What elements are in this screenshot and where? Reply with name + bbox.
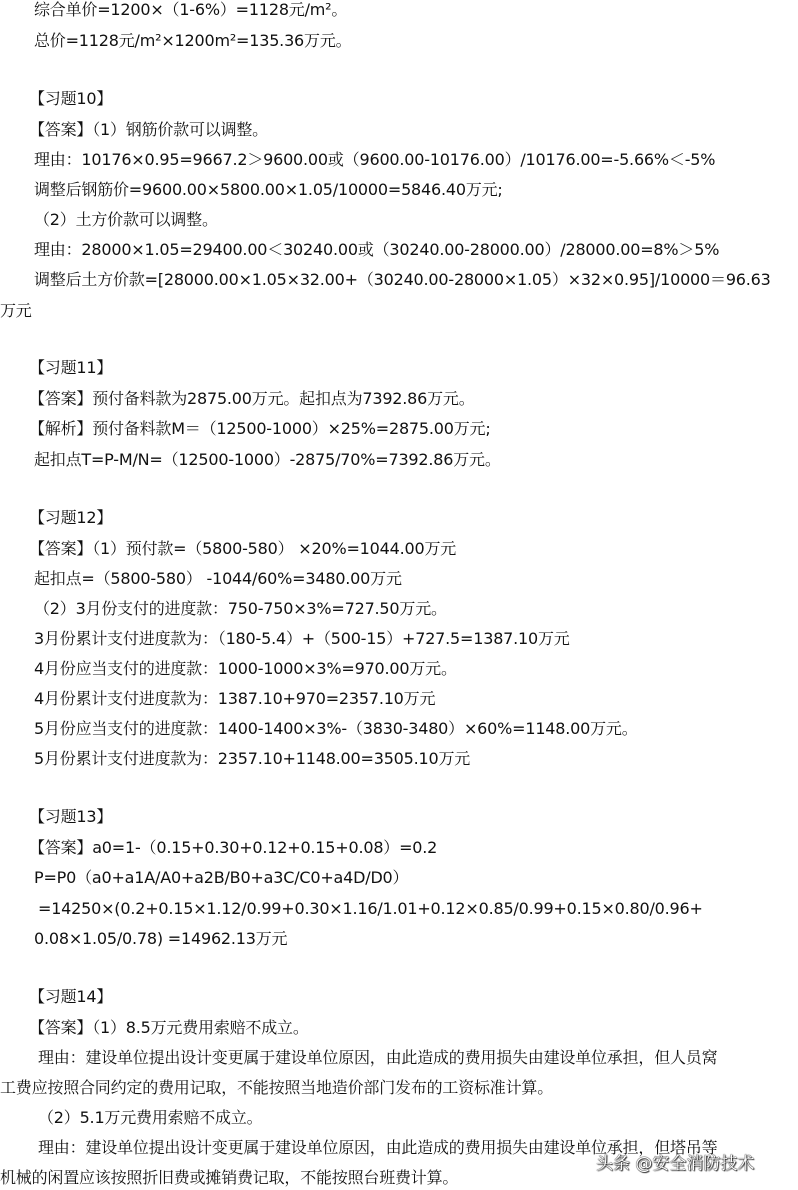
exercise-heading-12: 【习题12】 [29,508,113,527]
exercise-heading-13: 【习题13】 [29,807,113,826]
analysis-line: 【解析】预付备料款M＝（12500-1000）×25%=2875.00万元; [29,419,491,438]
text-line: 5月份累计支付进度款为：2357.10+1148.00=3505.10万元 [34,749,471,768]
text-line: （2）5.1万元费用索赔不成立。 [38,1108,263,1127]
answer-line: 【答案】（1）8.5万元费用索赔不成立。 [29,1018,309,1037]
answer-line: 【答案】（1）预付款=（5800-580） ×20%=1044.00万元 [29,539,457,558]
text-line: 理由：建设单位提出设计变更属于建设单位原因，由此造成的费用损失由建设单位承担，但人员窝 [38,1048,718,1067]
text-line: 总价=1128元/m²×1200m²=135.36万元。 [34,31,352,50]
text-line: 理由：28000×1.05=29400.00＜30240.00或（30240.00-28000.00）/28000.00=8%＞5% [34,240,720,259]
formula-line: P=P0（a0+a1A/A0+a2B/B0+a3C/C0+a4D/D0） [34,868,409,887]
exercise-heading-14: 【习题14】 [29,987,113,1006]
text-line: 调整后钢筋价=9600.00×5800.00×1.05/10000=5846.40万元; [34,180,503,199]
watermark: 头条 @安全消防技术 [596,1154,755,1174]
text-line: 4月份累计支付进度款为：1387.10+970=2357.10万元 [34,689,436,708]
text-line: （2）土方价款可以调整。 [34,210,218,229]
text-line: 综合单价=1200×（1-6%）=1128元/m²。 [34,0,348,19]
text-line: （2）3月份支付的进度款：750-750×3%=727.50万元。 [34,599,447,618]
text-line: 起扣点T=P-M/N=（12500-1000）-2875/70%=7392.86万元。 [34,450,501,469]
text-line: 理由：建设单位提出设计变更属于建设单位原因，由此造成的费用损失由建设单位承担，但塔吊等 [38,1138,718,1157]
text-line: 机械的闲置应该按照折旧费或摊销费记取，不能按照台班费计算。 [0,1168,459,1187]
text-line: 起扣点=（5800-580） -1044/60%=3480.00万元 [34,569,402,588]
formula-line: 0.08×1.05/0.78) =14962.13万元 [34,929,288,948]
exercise-heading-10: 【习题10】 [29,89,113,108]
text-line: 万元 [0,301,32,320]
formula-line: =14250×(0.2+0.15×1.12/0.99+0.30×1.16/1.01+0.12×0.85/0.99+0.15×0.80/0.96+ [38,899,703,918]
text-line: 理由：10176×0.95=9667.2＞9600.00或（9600.00-10176.00）/10176.00=-5.66%＜-5% [34,150,716,169]
text-line: 调整后土方价款=[28000.00×1.05×32.00+（30240.00-28000×1.05）×32×0.95]/10000＝96.63 [34,270,771,289]
text-line: 3月份累计支付进度款为：（180-5.4）+（500-15）+727.5=1387.10万元 [34,629,570,648]
text-line: 5月份应当支付的进度款：1400-1400×3%-（3830-3480）×60%=1148.00万元。 [34,719,638,738]
exercise-heading-11: 【习题11】 [29,358,113,377]
text-line: 工费应按照合同约定的费用记取，不能按照当地造价部门发布的工资标准计算。 [0,1078,554,1097]
answer-line: 【答案】（1）钢筋价款可以调整。 [29,120,268,139]
answer-line: 【答案】a0=1-（0.15+0.30+0.12+0.15+0.08）=0.2 [29,838,438,857]
text-line: 4月份应当支付的进度款：1000-1000×3%=970.00万元。 [34,659,457,678]
answer-line: 【答案】预付备料款为2875.00万元。起扣点为7392.86万元。 [29,389,475,408]
